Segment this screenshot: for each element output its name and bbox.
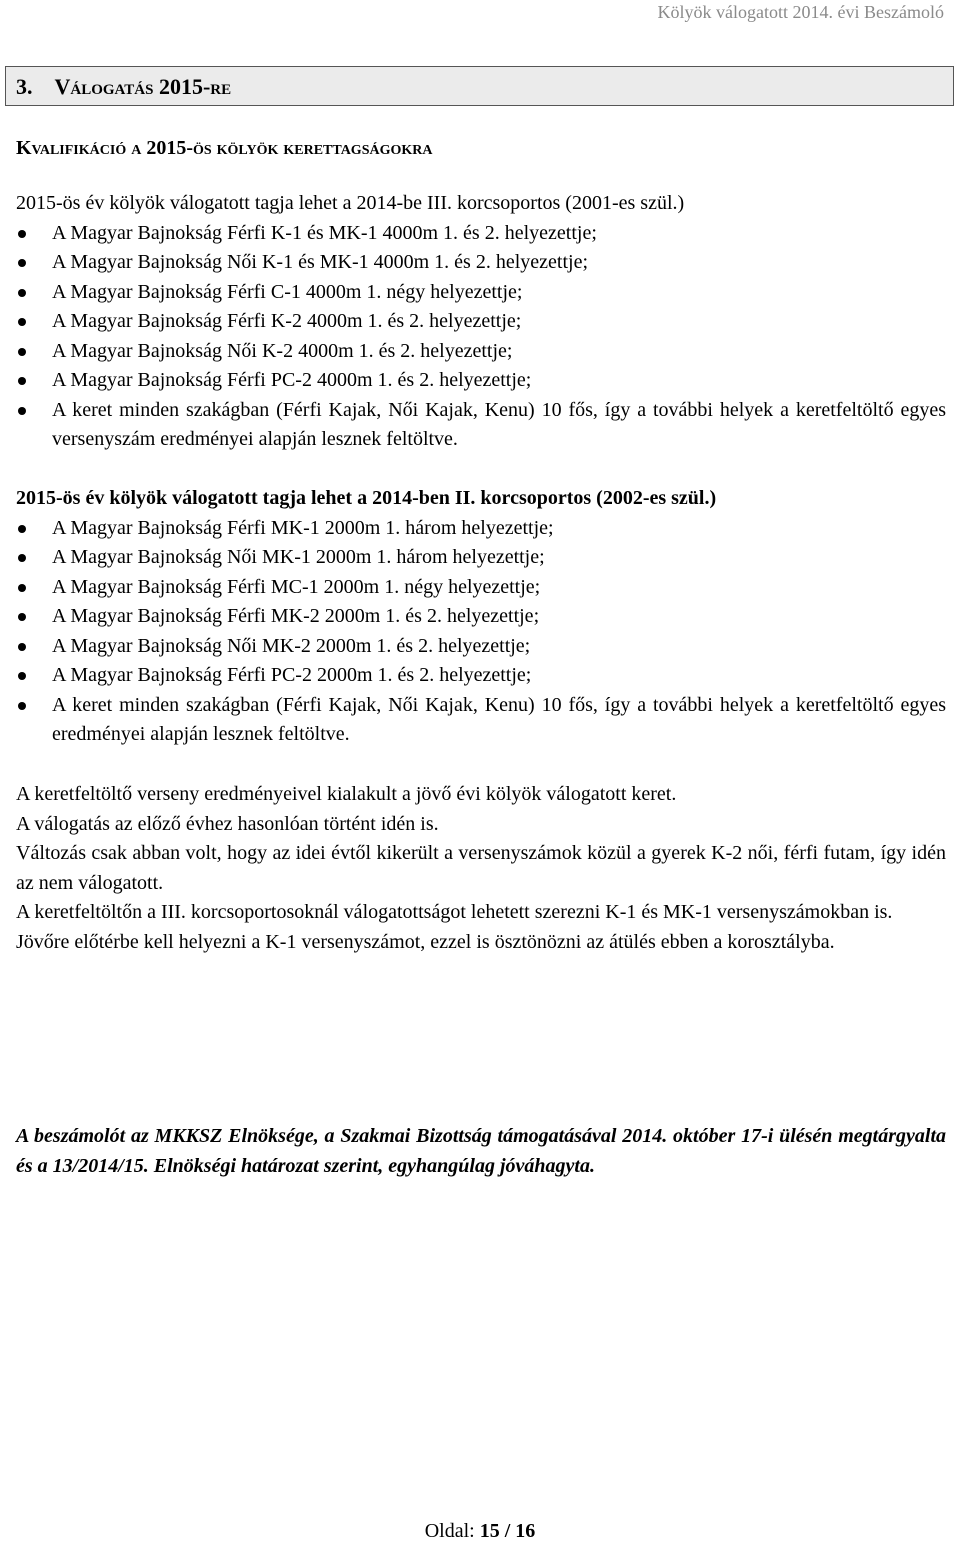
section-number: 3.: [16, 74, 33, 99]
closing-statement: A beszámolót az MKKSZ Elnöksége, a Szakmai Bizottság támogatásával 2014. október 17-i ülésén megtárgyalta és a 13/2014/15. Elnökségi határozat szerint, egyhangúlag jóváhagyta.: [16, 1125, 946, 1177]
section-heading: [5, 66, 954, 106]
bullet-icon: [18, 672, 26, 680]
list-item: A Magyar Bajnokság Férfi PC-2 2000m 1. és 2. helyezettje;: [16, 661, 946, 691]
list-item: A Magyar Bajnokság Férfi K-2 4000m 1. és 2. helyezettje;: [16, 307, 946, 337]
list-item: A Magyar Bajnokság Férfi C-1 4000m 1. négy helyezettje;: [16, 278, 946, 308]
list-item: A Magyar Bajnokság Női MK-2 2000m 1. és 2. helyezettje;: [16, 632, 946, 662]
group-2001: [16, 189, 946, 455]
running-header: Kölyök válogatott 2014. évi Beszámoló: [657, 2, 944, 22]
list-item: A Magyar Bajnokság Női MK-1 2000m 1. három helyezettje;: [16, 543, 946, 573]
page-current: 15: [479, 1520, 500, 1542]
list-item: A Magyar Bajnokság Férfi MK-2 2000m 1. és 2. helyezettje;: [16, 602, 946, 632]
group-2001-list: [16, 219, 946, 455]
bullet-icon: [18, 230, 26, 238]
list-item: A keret minden szakágban (Férfi Kajak, Női Kajak, Kenu) 10 fős, így a további helyek a keretfeltöltő egyes eredményei alapján lesznek feltöltve.: [16, 691, 946, 750]
page-separator: /: [504, 1520, 511, 1542]
bullet-icon: [18, 584, 26, 592]
list-item: A Magyar Bajnokság Férfi MC-1 2000m 1. négy helyezettje;: [16, 573, 946, 603]
list-item: A keret minden szakágban (Férfi Kajak, Női Kajak, Kenu) 10 fős, így a további helyek a keretfeltöltő egyes versenyszám eredményei alapján lesznek feltöltve.: [16, 396, 946, 455]
bullet-icon: [18, 377, 26, 385]
bullet-icon: [18, 702, 26, 710]
group-2002: [16, 484, 946, 750]
bullet-icon: [18, 289, 26, 297]
summary-paragraphs: [16, 780, 946, 957]
bullet-icon: [18, 554, 26, 562]
paragraph: A keretfeltöltőn a III. korcsoportosoknál válogatottságot lehetett szerezni K-1 és MK-1 versenyszámokban is.: [16, 901, 893, 923]
bullet-icon: [18, 525, 26, 533]
list-item: A Magyar Bajnokság Női K-2 4000m 1. és 2. helyezettje;: [16, 337, 946, 367]
paragraph: A válogatás az előző évhez hasonlóan történt idén is.: [16, 812, 439, 835]
bullet-icon: [18, 348, 26, 356]
list-item: A Magyar Bajnokság Férfi K-1 és MK-1 4000m 1. és 2. helyezettje;: [16, 219, 946, 249]
list-item: A Magyar Bajnokság Férfi PC-2 4000m 1. és 2. helyezettje;: [16, 366, 946, 396]
page-footer: [0, 1520, 960, 1543]
subheading: Kvalifikáció a 2015-ös kölyök kerettagságokra: [16, 137, 433, 159]
bullet-icon: [18, 407, 26, 415]
page-label: Oldal:: [424, 1520, 475, 1542]
bullet-icon: [18, 318, 26, 326]
group-2002-lead: 2015-ös év kölyök válogatott tagja lehet a 2014-ben II. korcsoportos (2002-es szül.): [16, 487, 717, 509]
paragraph: Változás csak abban volt, hogy az idei évtől kikerült a versenyszámok közül a gyerek K-2 női, férfi futam, így idén az nem válogatott.: [16, 842, 946, 894]
paragraph: Jövőre előtérbe kell helyezni a K-1 versenyszámot, ezzel is ösztönözni az átülés ebben a korosztályba.: [16, 930, 835, 953]
bullet-icon: [18, 613, 26, 621]
group-2001-lead: 2015-ös év kölyök válogatott tagja lehet a 2014-be III. korcsoportos (2001-es szül.): [16, 192, 685, 214]
list-item: A Magyar Bajnokság Férfi MK-1 2000m 1. három helyezettje;: [16, 514, 946, 544]
section-title: Válogatás 2015-re: [54, 74, 232, 99]
bullet-icon: [18, 643, 26, 651]
list-item: A Magyar Bajnokság Női K-1 és MK-1 4000m 1. és 2. helyezettje;: [16, 248, 946, 278]
paragraph: A keretfeltöltő verseny eredményeivel kialakult a jövő évi kölyök válogatott keret.: [16, 783, 677, 805]
bullet-icon: [18, 259, 26, 267]
group-2002-list: [16, 514, 946, 750]
page-total: 16: [515, 1520, 536, 1542]
